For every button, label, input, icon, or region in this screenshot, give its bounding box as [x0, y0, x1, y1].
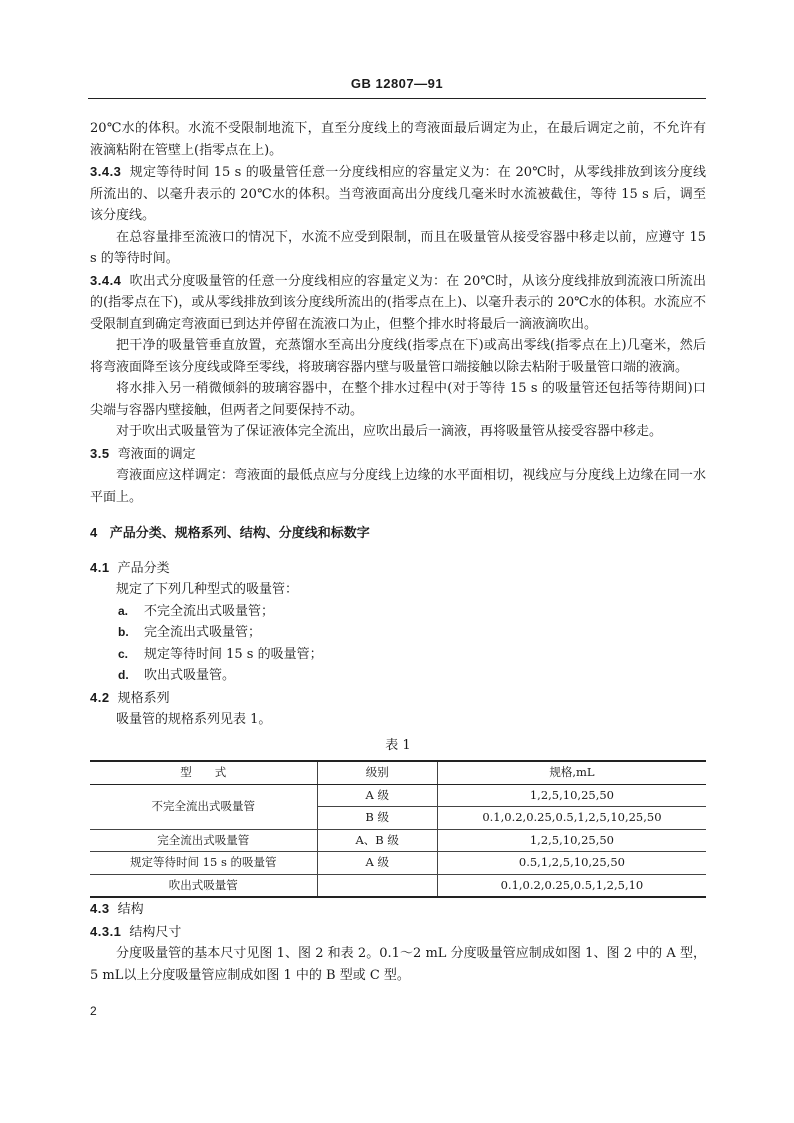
- cell-grade: A、B 级: [317, 829, 437, 852]
- clause-text: 规定等待时间 15 s 的吸量管任意一分度线相应的容量定义为：在 20℃时，从零线排放到该分度线所流出的、以毫升表示的 20℃水的体积。当弯液面高出分度线几毫米时水流被截住，等待 15 s 后，调至该分度线。: [90, 165, 706, 223]
- cell-spec: 1,2,5,10,25,50: [437, 784, 706, 807]
- header-rule: [88, 98, 706, 99]
- clause-number: 3.5: [90, 445, 110, 461]
- paragraph: 将水排入另一稍微倾斜的玻璃容器中，在整个排水过程中(对于等待 15 s 的吸量管还包括等待期间)口尖端与容器内壁接触，但两者之间要保持不动。: [90, 381, 706, 418]
- paragraph: 在总容量排至流液口的情况下，水流不应受到限制，而且在吸量管从接受容器中移走以前，应遵守 15 s 的等待时间。: [90, 229, 706, 266]
- column-header-type: 型 式: [90, 761, 317, 784]
- clause-number: 4.1: [90, 559, 110, 575]
- clause-3-4-4: [90, 270, 706, 336]
- cell-type: 规定等待时间 15 s 的吸量管: [90, 852, 317, 875]
- clause-title: 产品分类: [117, 560, 170, 576]
- cell-type: 完全流出式吸量管: [90, 829, 317, 852]
- clause-number: 3.4.3: [90, 164, 122, 179]
- list-item: [90, 601, 706, 623]
- clause-number: 4.3.1: [90, 923, 122, 939]
- cell-spec: 0.5,1,2,5,10,25,50: [437, 852, 706, 875]
- paragraph: 20℃水的体积。水流不受限制地流下，直至分度线上的弯液面最后调定为止，在最后调定之前，不允许有液滴粘附在管壁上(指零点在上)。: [90, 121, 706, 158]
- clause-text: 吹出式分度吸量管的任意一分度线相应的容量定义为：在 20℃时，从该分度线排放到流液口所流出的(指零点在下)，或从零线排放到该分度线所流出的(指零点在上)、以毫升表示的 20℃水的体积。水流应不受限制直到确定弯液面已到达并停留在流液口为止，但整个排水时将最后一滴液滴吹出。: [90, 273, 706, 332]
- paragraph: 把干净的吸量管垂直放置，充蒸馏水至高出分度线(指零点在下)或高出零线(指零点在上)几毫米，然后将弯液面降至该分度线或降至零线，将玻璃容器内壁与吸量管口端接触以除去粘附于吸量管口端的液滴。: [90, 338, 706, 375]
- table-row: [90, 784, 706, 807]
- list-label: c.: [118, 646, 129, 661]
- list-label: b.: [118, 625, 129, 639]
- table-header-row: [90, 761, 706, 784]
- paragraph: 弯液面应这样调定：弯液面的最低点应与分度线上边缘的水平面相切，视线应与分度线上边缘在同一水平面上。: [90, 468, 706, 505]
- section-title: 产品分类、规格系列、结构、分度线和标数字: [109, 526, 370, 541]
- list-label: d.: [118, 668, 129, 682]
- paragraph: 对于吹出式吸量管为了保证液体完全流出，应吹出最后一滴液，再将吸量管从接受容器中移走。: [116, 424, 663, 439]
- clause-4-2: [90, 687, 706, 710]
- spec-table: [90, 760, 706, 898]
- paragraph: 规定了下列几种型式的吸量管：: [116, 582, 299, 597]
- clause-number: 3.4.4: [90, 272, 122, 288]
- clause-4-3-1: [90, 921, 706, 944]
- cell-grade: A 级: [317, 784, 437, 807]
- cell-spec: 1,2,5,10,25,50: [437, 829, 706, 852]
- page-content: [90, 118, 706, 986]
- column-header-spec: 规格,mL: [437, 761, 706, 784]
- list-item: [90, 644, 706, 666]
- column-header-grade: 级别: [317, 761, 437, 784]
- cell-grade: A 级: [317, 852, 437, 875]
- list-text: 完全流出式吸量管；: [144, 625, 262, 640]
- clause-4-3: [90, 898, 706, 921]
- cell-spec: 0.1,0.2,0.25,0.5,1,2,5,10: [437, 874, 706, 897]
- clause-title: 结构尺寸: [129, 924, 182, 940]
- clause-number: 4.2: [90, 689, 110, 705]
- standard-number-header: GB 12807—91: [350, 76, 444, 91]
- page-number: 2: [90, 1004, 97, 1018]
- cell-type: 吹出式吸量管: [90, 874, 317, 897]
- list-text: 吹出式吸量管。: [144, 668, 236, 683]
- paragraph: 吸量管的规格系列见表 1。: [116, 712, 272, 727]
- section-number: 4: [90, 525, 98, 540]
- list-label: a.: [118, 603, 129, 618]
- paragraph: 分度吸量管的基本尺寸见图 1、图 2 和表 2。0.1～2 mL 分度吸量管应制成如图 1、图 2 中的 A 型，5 mL以上分度吸量管应制成如图 1 中的 B 型或 C 型。: [90, 946, 706, 983]
- table-row: [90, 874, 706, 897]
- section-4-heading: [90, 522, 706, 545]
- clause-title: 规格系列: [117, 690, 170, 706]
- clause-number: 4.3: [90, 901, 110, 916]
- clause-3-4-3: [90, 161, 706, 227]
- table-row: [90, 852, 706, 875]
- cell-type: 不完全流出式吸量管: [90, 784, 317, 829]
- table-title: 表 1: [385, 737, 411, 753]
- cell-spec: 0.1,0.2,0.25,0.5,1,2,5,10,25,50: [437, 807, 706, 830]
- clause-3-5: [90, 443, 706, 466]
- list-text: 规定等待时间 15 s 的吸量管；: [144, 646, 323, 662]
- list-item: [90, 665, 706, 687]
- cell-grade: B 级: [317, 807, 437, 830]
- clause-4-1: [90, 557, 706, 580]
- list-item: [90, 622, 706, 644]
- cell-grade: [317, 874, 437, 897]
- clause-title: 结构: [117, 902, 144, 917]
- list-text: 不完全流出式吸量管；: [144, 603, 275, 619]
- table-row: [90, 829, 706, 852]
- clause-title: 弯液面的调定: [117, 446, 196, 462]
